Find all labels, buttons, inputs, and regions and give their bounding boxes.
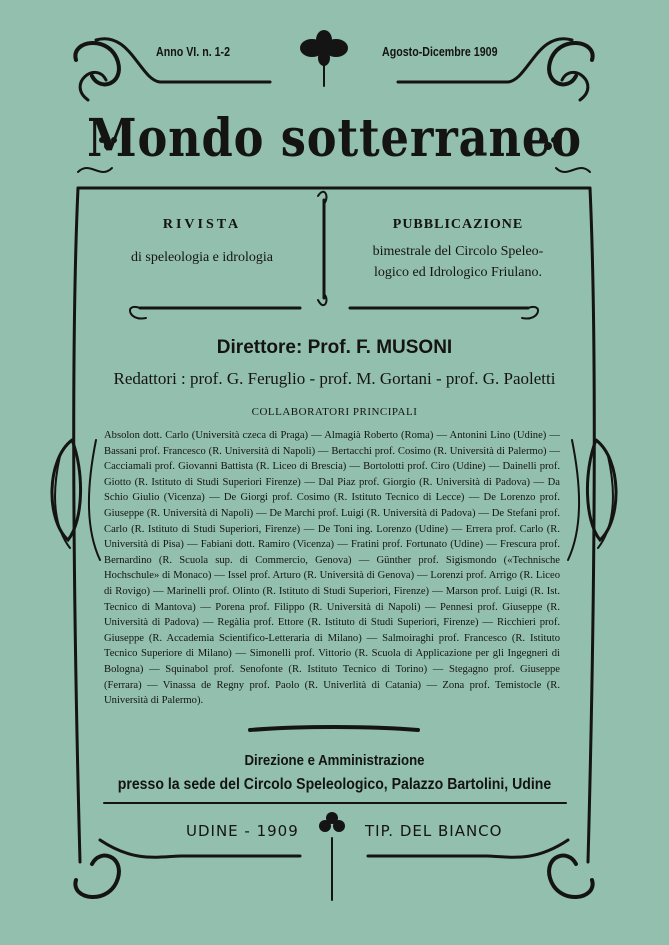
pubblicazione-line-1: bimestrale del Circolo Speleo- — [372, 244, 544, 259]
pubblicazione-heading: PUBBLICAZIONE — [392, 217, 524, 232]
left-column — [102, 214, 302, 268]
flower-ornament — [300, 30, 348, 66]
rivista-heading: RIVISTA — [162, 217, 242, 232]
rivista-subtitle: di speleologia e idrologia — [131, 250, 273, 265]
imprint-printer: TIP. DEL BIANCO — [365, 822, 503, 840]
collaborators-heading: COLLABORATORI PRINCIPALI — [251, 406, 418, 418]
issue-number: Anno VI. n. 1-2 — [156, 44, 231, 59]
journal-title: Mondo sotterraneo — [87, 108, 582, 169]
clover-ornament — [319, 812, 345, 832]
imprint-city-year: UDINE - 1909 — [186, 822, 299, 840]
issue-date: Agosto-Dicembre 1909 — [382, 44, 498, 59]
administration-address: presso la sede del Circolo Speleologico, Palazzo Bartolini, Udine — [117, 776, 552, 793]
administration-heading: Direzione e Amministrazione — [244, 752, 425, 769]
pubblicazione-line-2: logico ed Idrologico Friulano. — [374, 265, 542, 280]
editors-line: Redattori : prof. G. Feruglio - prof. M. Gortani - prof. G. Paoletti — [113, 369, 556, 388]
director-line: Direttore: Prof. F. MUSONI — [216, 337, 453, 358]
right-column — [342, 214, 574, 283]
collaborators-list: Absolon dott. Carlo (Università czeca di Praga) — Almagià Roberto (Roma) — Antonini Lino (Udine) — Bassani prof. Francesco (R. Università di Napoli) — Bertacchi prof. Cosimo (R. Università di Palermo) — Cacciamali prof. Giovanni Battista (R. Liceo di Brescia) — Bortolotti prof. Ciro (Udine) — Dainelli prof. Giotto (R. Istituto di Studi Superiori Firenze) — Dal Piaz prof. Giorgio (R. Università di Padova) — Da Schio Giulio (Vicenza) — De Giorgi prof. Cosimo (R. Istituto Tecnico di Lecce) — De Lorenzo prof. Giuseppe (R. Università di Napoli) — De Marchi prof. Luigi (R. Università di Padova) — De Stefani prof. Carlo (R. Istituto di Studi Superiori, Firenze) — De Toni ing. Lorenzo (Udine) — Errera prof. Carlo (R. Università di Pisa) — Fabiani dott. Ramiro (Vicenza) — Fratini prof. Fortunato (Udine) — Frescura prof. Bernardino (R. Scuola sup. di Commercio, Genova) — Günther prof. Sigismondo («Technische Hochschule» di Monaco) — Issel prof. Arturo (R. Università di Genova) — Lorenzi prof. Arrigo (R. Liceo di Rovigo) — Marinelli prof. Olinto (R. Istituto di Studi Superiori, Firenze) — Marson prof. Luigi (R. Ist. Tecnico di Mantova) — Porena prof. Filippo (R. Università di Napoli) — Pennesi prof. Giuseppe (R. Università di Padova) — Regàlia prof. Ettore (R. Istituto di Studi Superiori, Firenze) — Ricchieri prof. Giuseppe (R. Accademia Scientifico-Letteraria di Milano) — Salmoiraghi prof. Francesco (R. Istituto Tecnico Superiore di Milano) — Simonelli prof. Vittorio (R. Scuola di Applicazione per gli Ingegneri di Bologna) — Squinabol prof. Senofonte (R. Istituto Tecnico di Torino) — Stegagno prof. Giuseppe (Ferrara) — Vinassa de Regny prof. Paolo (R. Univerlità di Catania) — Zona prof. Temistocle (R. Università di Palermo). — [104, 430, 560, 707]
